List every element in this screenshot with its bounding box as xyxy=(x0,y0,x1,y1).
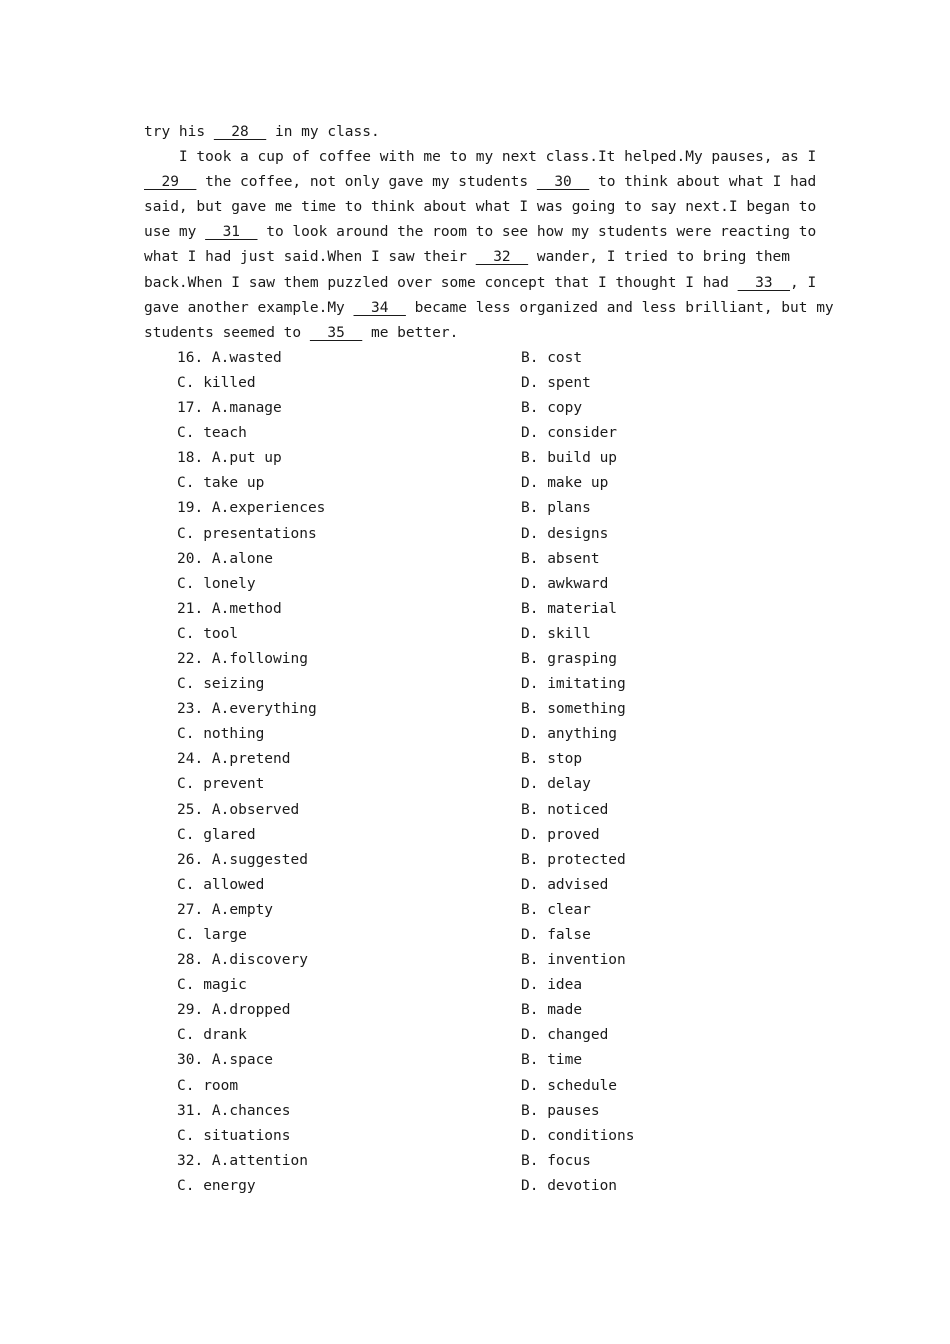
option-left: C. magic xyxy=(177,977,247,994)
option-row xyxy=(144,772,807,797)
passage-text: to look around the room to see how my students were reacting to xyxy=(257,224,817,241)
option-row xyxy=(144,798,807,823)
option-left: C. prevent xyxy=(177,776,265,793)
option-right: D. awkward xyxy=(521,575,609,592)
passage-text: wander, I tried to bring them xyxy=(528,249,791,266)
option-right: D. consider xyxy=(521,425,618,442)
option-right: B. protected xyxy=(521,851,626,868)
blank: 30 xyxy=(536,174,590,191)
passage-text: me better. xyxy=(362,324,459,341)
option-right: B. grasping xyxy=(521,650,618,667)
blank-28: 28 xyxy=(213,124,267,140)
passage-text: in my class. xyxy=(266,124,380,140)
option-row xyxy=(144,973,807,998)
blank: 34 xyxy=(353,299,406,316)
option-right: B. cost xyxy=(521,349,583,366)
option-left: 16. A.wasted xyxy=(177,349,282,366)
option-left: C. nothing xyxy=(177,726,265,743)
passage-text: try his xyxy=(144,124,214,140)
option-right: D. delay xyxy=(521,776,591,793)
option-right: B. stop xyxy=(521,751,583,768)
option-left: C. tool xyxy=(177,625,239,642)
passage-line xyxy=(144,170,817,195)
option-left: 31. A.chances xyxy=(177,1102,291,1119)
option-row xyxy=(144,496,807,521)
option-left: 23. A.everything xyxy=(177,701,317,718)
option-right: D. skill xyxy=(521,625,591,642)
option-right: D. imitating xyxy=(521,676,626,693)
option-right: D. idea xyxy=(521,977,583,994)
option-left: 19. A.experiences xyxy=(177,500,326,517)
option-right: D. false xyxy=(521,927,591,943)
passage-paragraph xyxy=(144,145,834,346)
option-row xyxy=(144,1048,807,1073)
option-right: B. made xyxy=(521,1002,583,1019)
blank: 33 xyxy=(737,274,791,291)
option-left: C. teach xyxy=(177,425,247,442)
option-left: C. large xyxy=(177,927,247,943)
passage-text: back.When I saw them puzzled over some concept that I thought I had xyxy=(144,274,738,291)
option-left: 28. A.discovery xyxy=(177,952,308,969)
option-right: B. clear xyxy=(521,901,591,918)
option-left: C. allowed xyxy=(177,876,265,893)
option-right: B. something xyxy=(521,701,626,718)
passage-text: the coffee, not only gave my students xyxy=(196,174,537,191)
option-row xyxy=(144,597,807,622)
option-right: D. advised xyxy=(521,876,609,893)
passage-text: I took a cup of coffee with me to my next class.It helped.My pauses, as I xyxy=(144,149,817,166)
option-left: 32. A.attention xyxy=(177,1152,308,1169)
passage-text: said, but gave me time to think about what I was going to say next.I began to xyxy=(144,199,817,216)
option-right: B. build up xyxy=(521,450,618,467)
option-row xyxy=(144,923,807,948)
passage-text: , I xyxy=(790,274,817,291)
option-row xyxy=(144,998,807,1023)
option-row xyxy=(144,1023,807,1048)
option-row xyxy=(144,572,807,597)
option-right: B. time xyxy=(521,1052,583,1069)
blank: 32 xyxy=(475,249,529,266)
option-row xyxy=(144,396,807,421)
option-right: D. anything xyxy=(521,726,618,743)
option-left: 21. A.method xyxy=(177,600,282,617)
option-row xyxy=(144,1174,807,1199)
option-right: B. focus xyxy=(521,1152,591,1169)
option-row xyxy=(144,346,807,371)
option-row xyxy=(144,722,807,747)
option-left: C. killed xyxy=(177,374,256,391)
passage-text: became less organized and less brilliant, but my xyxy=(405,299,834,316)
passage-text: what I had just said.When I saw their xyxy=(144,249,476,266)
option-left: 26. A.suggested xyxy=(177,851,308,868)
option-row xyxy=(144,1124,807,1149)
option-row xyxy=(144,446,807,471)
option-left: 27. A.empty xyxy=(177,901,274,918)
option-left: C. take up xyxy=(177,475,265,492)
blank: 31 xyxy=(205,224,258,241)
option-right: D. schedule xyxy=(521,1077,618,1094)
option-right: B. pauses xyxy=(521,1102,600,1119)
option-row xyxy=(144,697,807,722)
option-right: B. absent xyxy=(521,550,600,567)
options-list xyxy=(144,346,807,1199)
passage-line xyxy=(144,271,817,296)
option-row xyxy=(144,1099,807,1124)
passage-line xyxy=(144,296,834,321)
blank: 29 xyxy=(144,174,197,191)
document-page xyxy=(144,120,834,1199)
option-right: B. copy xyxy=(521,400,583,417)
passage-line xyxy=(144,195,817,220)
passage-text: gave another example.My xyxy=(144,299,354,316)
option-row xyxy=(144,1074,807,1099)
option-right: D. devotion xyxy=(521,1177,618,1194)
passage-line xyxy=(144,145,817,170)
option-right: B. invention xyxy=(521,952,626,969)
passage-text: students seemed to xyxy=(144,324,310,341)
option-right: B. material xyxy=(521,600,618,617)
option-left: C. room xyxy=(177,1077,239,1094)
option-left: C. seizing xyxy=(177,676,265,693)
option-row xyxy=(144,471,807,496)
passage-line-1 xyxy=(144,120,807,145)
option-row xyxy=(144,547,807,572)
option-right: D. make up xyxy=(521,475,609,492)
option-row xyxy=(144,522,807,547)
option-row xyxy=(144,622,807,647)
option-row xyxy=(144,898,807,923)
passage-text: to think about what I had xyxy=(589,174,817,191)
option-right: D. changed xyxy=(521,1027,609,1044)
option-right: D. designs xyxy=(521,525,609,542)
option-left: 17. A.manage xyxy=(177,400,282,417)
option-row xyxy=(144,823,807,848)
option-left: 30. A.space xyxy=(177,1052,274,1069)
option-left: C. drank xyxy=(177,1027,247,1044)
passage-line xyxy=(144,321,807,346)
option-left: C. glared xyxy=(177,826,256,843)
option-right: B. noticed xyxy=(521,801,609,818)
option-row xyxy=(144,948,807,973)
option-row xyxy=(144,1149,807,1174)
option-left: 18. A.put up xyxy=(177,450,282,467)
blank: 35 xyxy=(309,324,363,341)
option-right: D. proved xyxy=(521,826,600,843)
option-row xyxy=(144,647,807,672)
option-left: C. lonely xyxy=(177,575,256,592)
option-left: 20. A.alone xyxy=(177,550,274,567)
option-left: 22. A.following xyxy=(177,650,308,667)
passage-line xyxy=(144,245,807,270)
passage-text: use my xyxy=(144,224,206,241)
option-row xyxy=(144,873,807,898)
option-left: 24. A.pretend xyxy=(177,751,291,768)
option-row xyxy=(144,747,807,772)
option-left: 29. A.dropped xyxy=(177,1002,291,1019)
option-left: C. energy xyxy=(177,1177,256,1194)
option-row xyxy=(144,421,807,446)
option-left: C. presentations xyxy=(177,525,317,542)
option-right: D. spent xyxy=(521,374,591,391)
option-right: B. plans xyxy=(521,500,591,517)
option-row xyxy=(144,848,807,873)
passage-line xyxy=(144,220,817,245)
option-left: C. situations xyxy=(177,1127,291,1144)
option-row xyxy=(144,371,807,396)
option-right: D. conditions xyxy=(521,1127,635,1144)
option-row xyxy=(144,672,807,697)
option-left: 25. A.observed xyxy=(177,801,300,818)
